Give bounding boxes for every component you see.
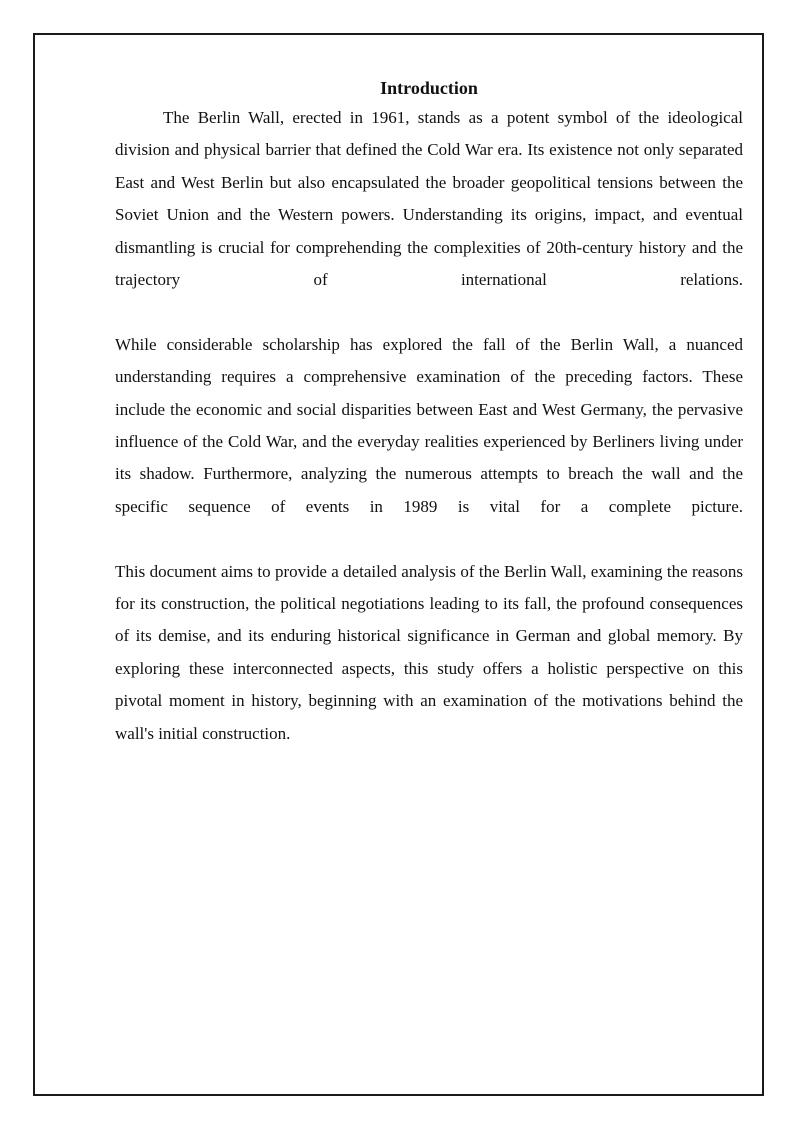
paragraph-2: While considerable scholarship has explored the fall of the Berlin Wall, a nuanced understanding requires a comprehensive examination of the preceding factors. These include the economic and social disparities between East and West Germany, the pervasive influence of the Cold War, and the everyday realities experienced by Berliners living under its shadow. Furthermore, analyzing the numerous attempts to breach the wall and the specific sequence of events in 1989 is vital for a complete picture.: [115, 334, 743, 516]
paragraph-3: This document aims to provide a detailed analysis of the Berlin Wall, examining the reasons for its construction, the political negotiations leading to its fall, the profound consequences of its demise, and its enduring historical significance in German and global memory. By exploring these interconnected aspects, this study offers a holistic perspective on this pivotal moment in history, beginning with an examination of the motivations behind the wall's initial construction.: [115, 561, 743, 743]
paragraph-gap: [115, 296, 743, 328]
paragraph-1: The Berlin Wall, erected in 1961, stands as a potent symbol of the ideological division and physical barrier that defined the Cold War era. Its existence not only separated East and West Berlin but also encapsulated the broader geopolitical tensions between the Soviet Union and the Western powers. Understanding its origins, impact, and eventual dismantling is crucial for comprehending the complexities of 20th-century history and the trajectory of international relations.: [115, 108, 743, 290]
page-title: Introduction: [380, 78, 478, 98]
paragraph-gap: [115, 523, 743, 555]
document-body: [115, 74, 743, 750]
